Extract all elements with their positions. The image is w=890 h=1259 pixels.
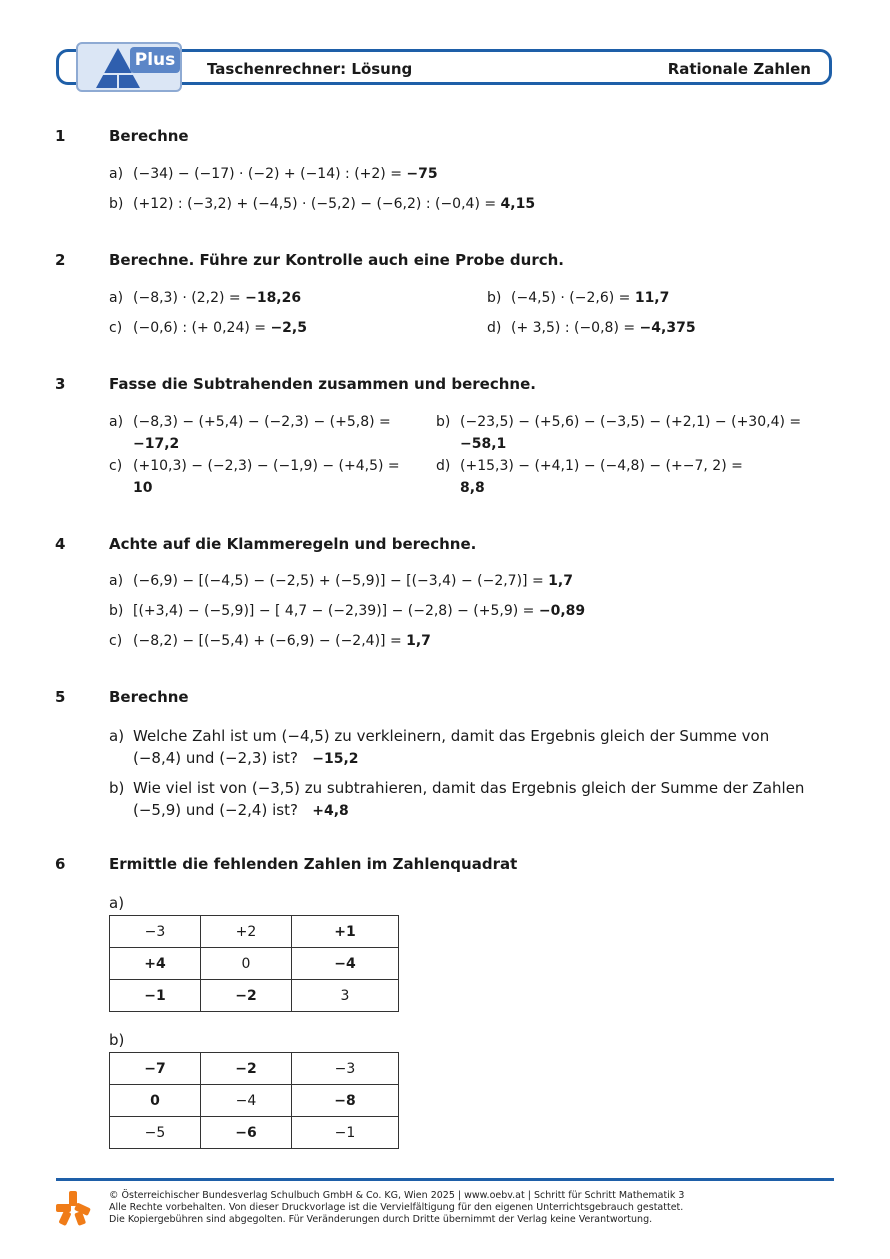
table-cell: −1 [292,1117,399,1149]
table-cell: +2 [201,916,292,948]
table-row [110,1085,399,1117]
answer: −58,1 [460,436,507,452]
item-label: b) [487,290,502,306]
publisher-star-icon [55,1190,91,1226]
answer: 4,15 [500,196,536,212]
table-cell: −5 [110,1117,201,1149]
table-cell: −7 [110,1053,201,1085]
task-number: 1 [55,127,66,145]
table-cell: 3 [292,980,399,1012]
expression: (−23,5) − (+5,6) − (−3,5) − (+2,1) − (+30,4) = [460,414,802,430]
answer: −18,26 [245,290,302,306]
task-number: 6 [55,855,66,873]
table-row [110,1117,399,1149]
task-2a [109,290,301,306]
task-number: 3 [55,375,66,393]
table-cell: −3 [110,916,201,948]
task-heading: Ermittle die fehlenden Zahlen im Zahlenquadrat [109,855,518,873]
task-2d [487,320,696,336]
task-number: 5 [55,688,66,706]
task-4c [109,633,431,649]
task-1b [109,196,535,212]
task-heading: Berechne [109,127,189,145]
answer: −75 [406,166,438,182]
plus-logo [76,42,182,92]
rights-line: Alle Rechte vorbehalten. Von dieser Druckvorlage ist die Vervielfältigung für den eigenen Unterrichtsgebrauch gestattet. [109,1202,684,1213]
table-cell: +4 [110,948,201,980]
table-cell: −3 [292,1053,399,1085]
expression: (−8,3) · (2,2) = [133,290,246,306]
answer: 10 [133,480,153,496]
answer: −2,5 [270,320,307,336]
task-5a-cont [133,749,359,767]
answer: −4,375 [639,320,696,336]
table-row [110,948,399,980]
table-cell: −6 [201,1117,292,1149]
expression: (+10,3) − (−2,3) − (−1,9) − (+4,5) = [133,458,400,474]
task-heading: Fasse die Subtrahenden zusammen und berechne. [109,375,536,393]
task-3c [109,458,400,474]
item-label: c) [109,458,123,474]
task-heading: Berechne [109,688,189,706]
expression: [(+3,4) − (−5,9)] − [ 4,7 − (−2,39)] − (−2,8) − (+5,9) = [133,603,539,619]
footer-divider [56,1178,834,1181]
item-label: a) [109,290,124,306]
table-cell: +1 [292,916,399,948]
table-a-label: a) [109,894,125,912]
table-cell: −4 [201,1085,292,1117]
answer: 8,8 [460,480,485,496]
task-2c [109,320,307,336]
answer: 1,7 [406,633,431,649]
task-3b [436,414,801,430]
item-label: a) [109,727,125,745]
answer: +4,8 [312,803,349,819]
item-label: a) [109,414,124,430]
question-text: Wie viel ist von (−3,5) zu subtrahieren, damit das Ergebnis gleich der Summe der Zahlen [133,779,805,797]
fees-line: Die Kopiergebühren sind abgegolten. Für Veränderungen durch Dritte übernimmt der Verlag keine Verantwortung. [109,1214,653,1225]
task-5a [109,727,769,745]
question-text: Welche Zahl ist um (−4,5) zu verkleinern, damit das Ergebnis gleich der Summe von [133,727,770,745]
expression: (−0,6) : (+ 0,24) = [133,320,271,336]
table-cell: −4 [292,948,399,980]
copyright-line: © Österreichischer Bundesverlag Schulbuch GmbH & Co. KG, Wien 2025 | www.oebv.at | Schritt für Schritt Mathematik 3 [109,1190,685,1201]
expression: (+12) : (−3,2) + (−4,5) · (−5,2) − (−6,2) : (−0,4) = [133,196,501,212]
table-cell: −2 [201,1053,292,1085]
table-row [110,980,399,1012]
task-5b [109,779,804,797]
table-cell: −2 [201,980,292,1012]
item-label: c) [109,320,123,336]
task-heading: Berechne. Führe zur Kontrolle auch eine Probe durch. [109,251,564,269]
task-3a [109,414,391,430]
expression: (+15,3) − (+4,1) − (−4,8) − (+−7, 2) = [460,458,743,474]
task-4b [109,603,585,619]
task-2b [487,290,669,306]
expression: (+ 3,5) : (−0,8) = [511,320,640,336]
task-1a [109,166,438,182]
item-label: a) [109,166,124,182]
item-label: c) [109,633,123,649]
item-label: d) [487,320,502,336]
expression: (−6,9) − [(−4,5) − (−2,5) + (−5,9)] − [(−3,4) − (−2,7)] = [133,573,549,589]
item-label: b) [109,779,125,797]
table-cell: 0 [110,1085,201,1117]
task-3d [436,458,743,474]
expression: (−4,5) · (−2,6) = [511,290,635,306]
task-5b-cont [133,801,349,819]
question-text: (−8,4) und (−2,3) ist? [133,749,298,767]
task-heading: Achte auf die Klammeregeln und berechne. [109,535,477,553]
table-row [110,1053,399,1085]
expression: (−34) − (−17) · (−2) + (−14) : (+2) = [133,166,407,182]
table-cell: 0 [201,948,292,980]
task-number: 4 [55,535,66,553]
worksheet-title: Taschenrechner: Lösung [207,60,413,78]
answer: 1,7 [548,573,573,589]
item-label: d) [436,458,451,474]
task-number: 2 [55,251,66,269]
answer: −15,2 [312,751,359,767]
number-square-a [109,915,399,1012]
item-label: b) [436,414,451,430]
answer: −17,2 [133,436,180,452]
item-label: b) [109,196,124,212]
logo-text: Plus [130,47,180,73]
question-text: (−5,9) und (−2,4) ist? [133,801,298,819]
answer: 11,7 [634,290,670,306]
expression: (−8,3) − (+5,4) − (−2,3) − (+5,8) = [133,414,391,430]
copyright-notice [109,1190,684,1226]
task-4a [109,573,573,589]
number-square-b [109,1052,399,1149]
table-b-label: b) [109,1031,125,1049]
subject-title: Rationale Zahlen [667,60,811,78]
item-label: b) [109,603,124,619]
table-row [110,916,399,948]
answer: −0,89 [538,603,586,619]
item-label: a) [109,573,124,589]
table-cell: −8 [292,1085,399,1117]
table-cell: −1 [110,980,201,1012]
expression: (−8,2) − [(−5,4) + (−6,9) − (−2,4)] = [133,633,407,649]
